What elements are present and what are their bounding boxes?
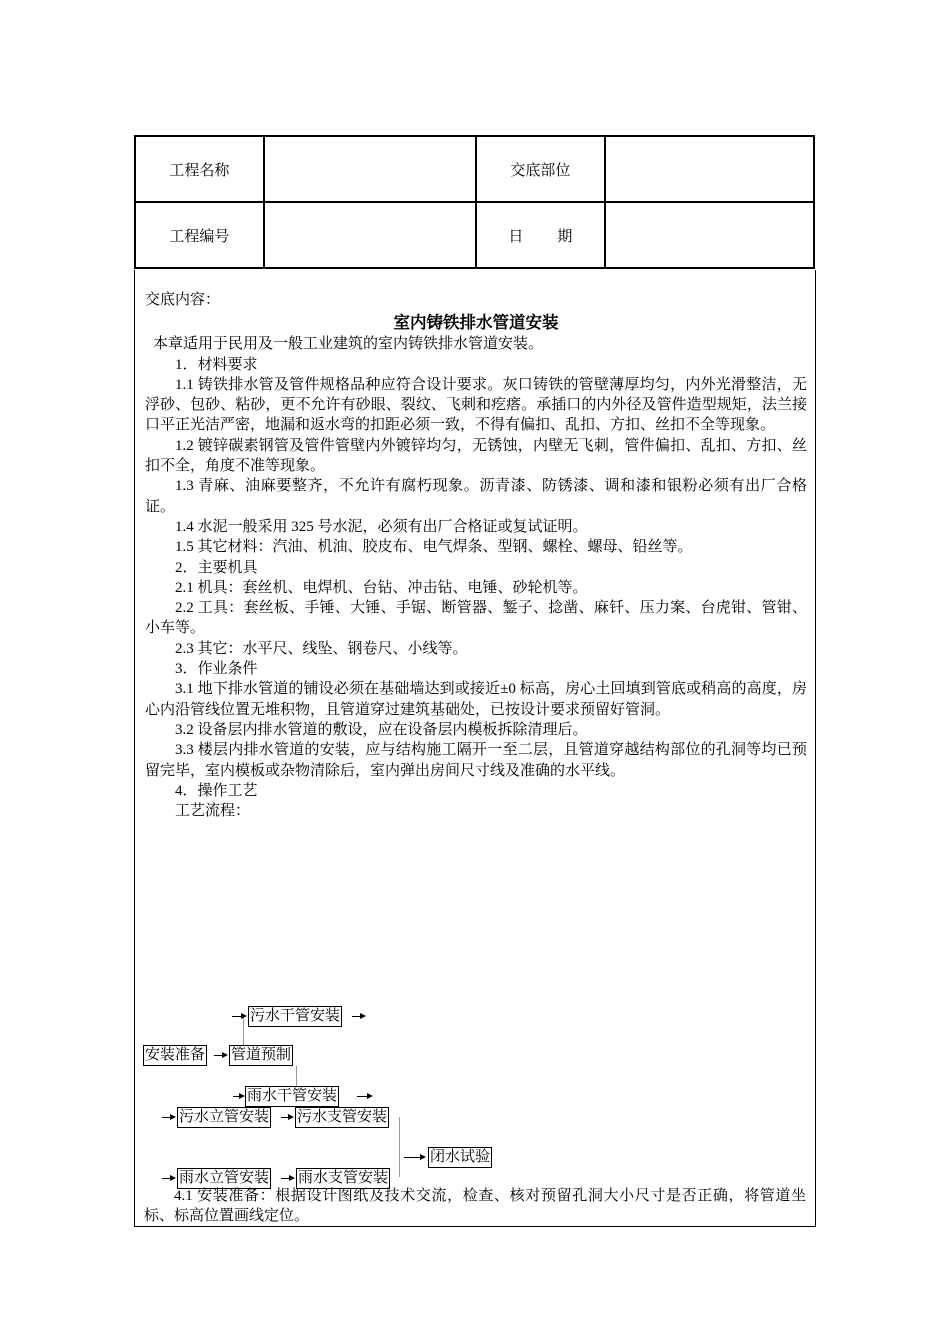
location-label: 交底部位 <box>476 136 605 202</box>
content-box <box>134 270 816 1227</box>
paragraph: 1.5 其它材料：汽油、机油、胶皮布、电气焊条、型钢、螺栓、螺母、铅丝等。 <box>175 539 693 556</box>
section-heading: 3．作业条件 <box>175 661 258 678</box>
content-body <box>145 290 807 821</box>
section-heading: 4．操作工艺 <box>175 782 258 799</box>
flow-sewage-riser: 污水立管安装 <box>177 1107 271 1128</box>
paragraph: 3.3 楼层内排水管道的安装，应与结构施工隔开一至二层，且管道穿越结构部位的孔洞等均已预留完毕，室内模板或杂物清除后，室内弹出房间尺寸线及准确的水平线。 <box>145 742 807 779</box>
flow-rain-branch: 雨水支管安装 <box>296 1168 390 1189</box>
paragraph: 1.3 青麻、油麻要整齐，不允许有腐朽现象。沥青漆、防锈漆、调和漆和银粉必须有出厂合格证。 <box>145 478 807 515</box>
project-no-value[interactable] <box>264 202 476 268</box>
content-footer <box>144 1186 806 1227</box>
location-value[interactable] <box>605 136 814 202</box>
section-heading: 1．材料要求 <box>175 356 258 373</box>
paragraph: 1.2 镀锌碳素钢管及管件管壁内外镀锌均匀，无锈蚀，内壁无飞刺，管件偏扣、乱扣、方扣、丝扣不全，角度不准等现象。 <box>145 437 807 475</box>
date-label-2: 期 <box>557 228 573 245</box>
flow-closed-test: 闭水试验 <box>428 1147 492 1168</box>
flow-sewage-main: 污水干管安装 <box>248 1006 342 1027</box>
project-name-value[interactable] <box>264 136 476 202</box>
flow-label: 工艺流程： <box>175 803 251 820</box>
paragraph: 本章适用于民用及一般工业建筑的室内铸铁排水管道安装。 <box>153 336 544 353</box>
flow-sewage-branch: 污水支管安装 <box>295 1107 389 1128</box>
header-row-2 <box>135 202 814 268</box>
project-name-label: 工程名称 <box>135 136 264 202</box>
flow-prefab: 管道预制 <box>229 1045 293 1066</box>
paragraph: 2.2 工具：套丝板、手锤、大锤、手锯、断管器、錾子、捻凿、麻钎、压力案、台虎钳、管钳、小车等。 <box>145 600 807 637</box>
flow-prep: 安装准备 <box>143 1045 207 1066</box>
project-no-label: 工程编号 <box>135 202 264 268</box>
section-heading: 2．主要机具 <box>175 559 258 576</box>
paragraph: 2.1 机具：套丝机、电焊机、台钻、冲击钻、电锤、砂轮机等。 <box>175 579 588 596</box>
paragraph: 4.1 安装准备：根据设计图纸及技术交流，检查、核对预留孔洞大小尺寸是否正确，将管道坐标、标高位置画线定位。 <box>144 1188 806 1225</box>
paragraph: 3.2 设备层内排水管道的敷设，应在设备层内模板拆除清理后。 <box>175 721 588 738</box>
date-label <box>476 202 605 268</box>
date-label-1: 日 <box>508 228 524 245</box>
header-table <box>134 135 815 269</box>
flow-rain-riser: 雨水立管安装 <box>177 1168 271 1189</box>
date-value[interactable] <box>605 202 814 268</box>
intro-label: 交底内容： <box>145 292 221 308</box>
paragraph: 1.1 铸铁排水管及管件规格品种应符合设计要求。灰口铸铁的管壁薄厚均匀，内外光滑整洁，无浮砂、包砂、粘砂，更不允许有砂眼、裂纹、飞刺和疙瘩。承插口的内外径及管件造型规矩，法兰接口平正光洁严密，地漏和返水弯的扣距必须一致，不得有偏扣、乱扣、方扣、丝扣不全等现象。 <box>145 376 807 434</box>
header-row-1 <box>135 136 814 202</box>
paragraph: 2.3 其它：水平尺、线坠、钢卷尺、小线等。 <box>175 640 468 657</box>
paragraph: 3.1 地下排水管道的铺设必须在基础墙达到或接近±0 标高，房心土回填到管底或稍高的高度，房心内沿管线位置无堆积物，且管道穿过建筑基础处，已按设计要求预留好管洞。 <box>145 681 807 718</box>
doc-title: 室内铸铁排水管道安装 <box>393 313 559 333</box>
flow-rain-main: 雨水干管安装 <box>245 1086 339 1107</box>
paragraph: 1.4 水泥一般采用 325 号水泥，必须有出厂合格证或复试证明。 <box>175 518 588 535</box>
